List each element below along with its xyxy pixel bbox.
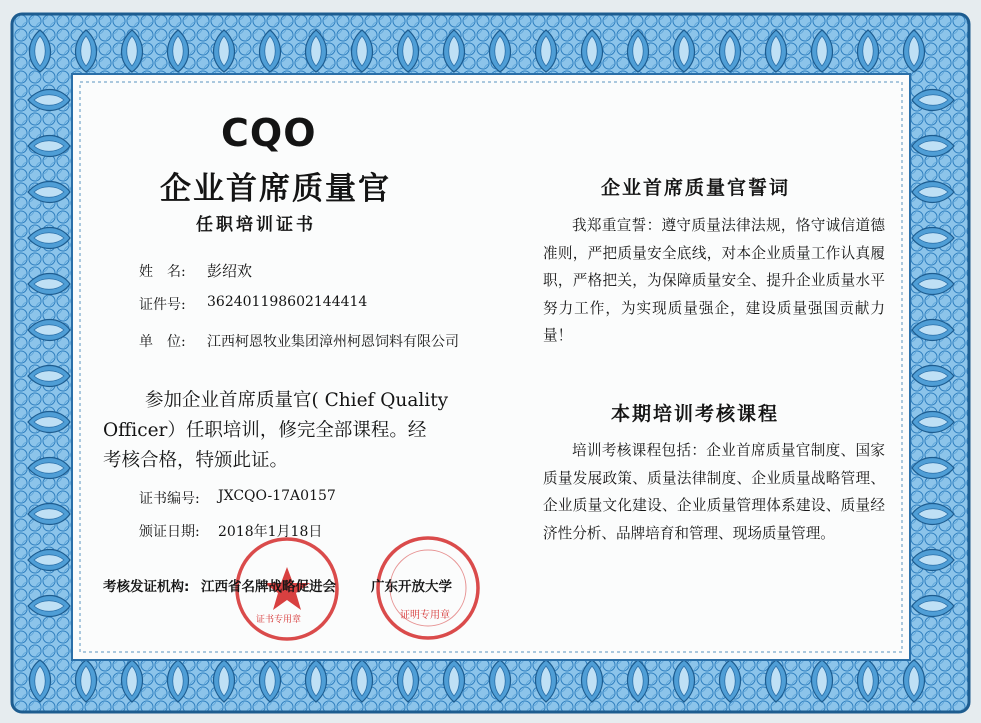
oath-title: 企业首席质量官誓词 bbox=[601, 177, 791, 199]
issue-date-value: 2018年1月18日 bbox=[218, 524, 323, 540]
course-text: 培训考核课程包括：企业首席质量官制度、国家质量发展政策、质量法律制度、企业质量战略管理、企业质量文化建设、企业质量管理体系建设、质量经济性分析、品牌培育和管理、现场质量管理。 bbox=[543, 442, 885, 542]
issuer-2: 广东开放大学 bbox=[371, 579, 452, 595]
issuer-label: 考核发证机构: bbox=[103, 579, 190, 595]
body-line-1: 参加企业首席质量官( Chief Quality bbox=[145, 390, 449, 411]
cert-no-label: 证书编号: bbox=[139, 491, 200, 507]
body-line-3: 考核合格，特颁此证。 bbox=[103, 450, 289, 471]
body-line-2: Officer）任职培训，修完全部课程。经 bbox=[103, 420, 427, 441]
org-label: 单 位: bbox=[139, 334, 186, 350]
certificate-subtitle: 任职培训证书 bbox=[196, 215, 316, 235]
issue-date-label: 颁证日期: bbox=[139, 524, 200, 540]
course-title: 本期培训考核课程 bbox=[611, 403, 780, 425]
cert-no-value: JXCQO-17A0157 bbox=[218, 488, 336, 504]
name-label: 姓 名: bbox=[139, 264, 186, 280]
name-value: 彭绍欢 bbox=[207, 262, 253, 280]
org-value: 江西柯恩牧业集团漳州柯恩饲料有限公司 bbox=[207, 334, 459, 350]
id-label: 证件号: bbox=[139, 297, 186, 313]
certificate-title: 企业首席质量官 bbox=[160, 171, 391, 207]
id-value: 362401198602144414 bbox=[207, 294, 368, 310]
issuer-1: 江西省名牌战略促进会 bbox=[201, 579, 336, 595]
cqo-logo: CQO bbox=[221, 111, 317, 155]
oath-text: 我郑重宣誓：遵守质量法律法规，恪守诚信道德准则，严把质量安全底线，对本企业质量工作认真履职，严格把关，为保障质量安全、提升企业质量水平努力工作，为实现质量强企，建设质量强国贡献力量！ bbox=[543, 217, 885, 344]
seal-2-caption: 证明专用章 bbox=[400, 610, 450, 621]
seal-1-caption: 证书专用章 bbox=[256, 615, 302, 625]
